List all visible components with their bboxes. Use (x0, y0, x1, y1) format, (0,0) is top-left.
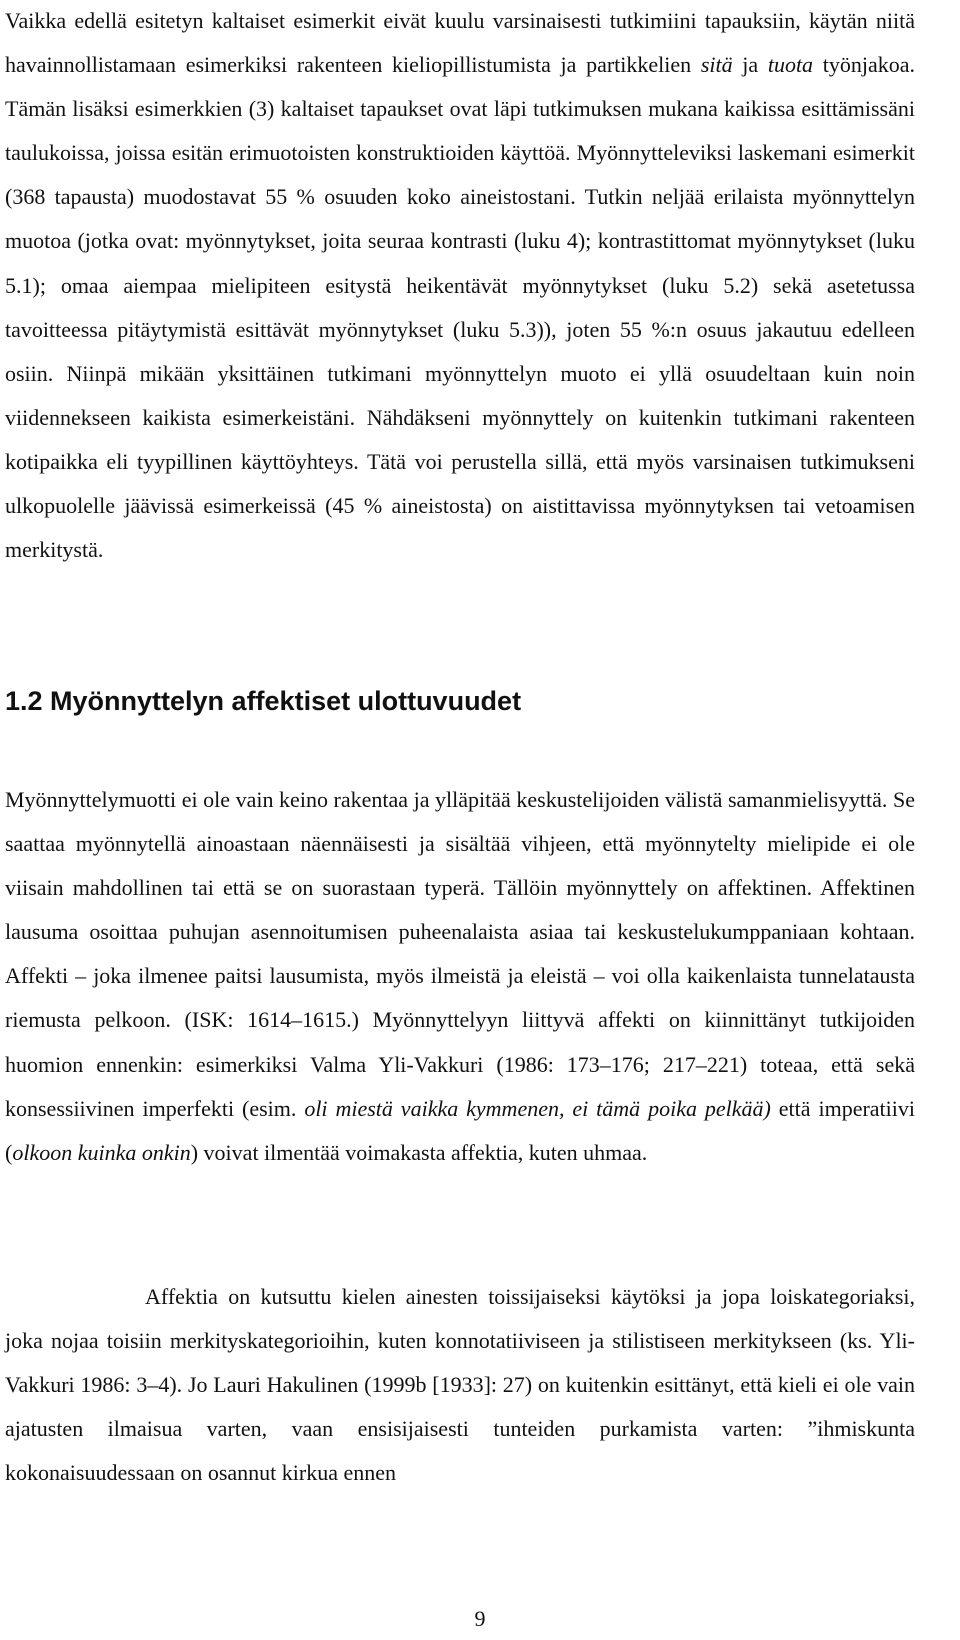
paragraph-2-italic-example-1: oli miestä vaikka kymmenen, ei tämä poika pelkää) (304, 1095, 771, 1121)
section-heading: 1.2 Myönnyttelyn affektiset ulottuvuudet (5, 686, 522, 716)
page-number: 9 (474, 1606, 486, 1631)
paragraph-1-italic-tuota: tuota (767, 52, 814, 78)
paragraph-1-text-c: työnjakoa. Tämän lisäksi esimerkkien (3) kaltaiset tapaukset ovat läpi tutkimuksen mukana kaikissa esittämissäni taulukoissa, joissa esitän erimuotoisten konstruktioiden käyttöä. Myönnytteleviksi laskemani esimerkit (368 tapausta) muodostavat 55 % osuuden koko aineistostani. Tutkin neljää erilaista myönnyttelyn muotoa (jotka ovat: myönnytykset, joita seuraa kontrasti (luku 4); kontrastittomat myönnytykset (luku 5.1); omaa aiempaa mielipiteen esitystä heikentävät myönnytykset (luku 5.2) sekä asetetussa tavoitteessa pitäytymistä esittävät myönnytykset (luku 5.3)), joten 55 %:n osuus jakautuu edelleen osiin. Niinpä mikään yksittäinen tutkimani myönnyttelyn muoto ei yllä osuudeltaan kuin noin viidennekseen kaikista esimerkeistäni. Nähdäkseni myönnyttely on kuitenkin tutkimani rakenteen kotipaikka eli tyypillinen käyttöyhteys. Tätä voi perustella sillä, että myös varsinaisen tutkimukseni ulkopuolelle jäävissä esimerkeissä (45 % aineistosta) on aistittavissa myönnytyksen tai vetoamisen merkitystä. (5, 52, 915, 563)
paragraph-1 (5, 0, 915, 572)
paragraph-1-italic-sita: sitä (700, 52, 733, 78)
paragraph-2-text-c: ) voivat ilmentää voimakasta affektia, kuten uhmaa. (190, 1139, 648, 1165)
paragraph-2 (5, 778, 915, 1175)
paragraph-1-text-a: Vaikka edellä esitetyn kaltaiset esimerkit eivät kuulu varsinaisesti tutkimiini tapauksiin, käytän niitä havainnollistamaan esimerkiksi rakenteen kieliopillistumista ja partikkelien (5, 8, 915, 78)
paragraph-1-text-b: ja (732, 52, 768, 78)
paragraph-2-italic-example-2: olkoon kuinka onkin (12, 1139, 191, 1165)
paragraph-2-text-b: että imperatiivi ( (5, 1095, 915, 1165)
paragraph-2-text-a: Myönnyttelymuotti ei ole vain keino rakentaa ja ylläpitää keskustelijoiden välistä samanmielisyyttä. Se saattaa myönnytellä ainoastaan näennäisesti ja sisältää vihjeen, että myönnytelty mielipide ei ole viisain mahdollinen tai että se on suorastaan typerä. Tällöin myönnyttely on affektinen. Affektinen lausuma osoittaa puhujan asennoitumisen puheenalaista asiaa tai keskustelukumppaniaan kohtaan. Affekti – joka ilmenee paitsi lausumista, myös ilmeistä ja eleistä – voi olla kaikenlaista tunnelatausta riemusta pelkoon. (ISK: 1614–1615.) Myönnyttelyyn liittyvä affekti on kiinnittänyt tutkijoiden huomion ennenkin: esimerkiksi Valma Yli-Vakkuri (1986: 173–176; 217–221) toteaa, että sekä konsessiivinen imperfekti (esim. (5, 787, 915, 1121)
paragraph-3: Affektia on kutsuttu kielen ainesten toissijaiseksi käytöksi ja jopa loiskategoriaksi, joka nojaa toisiin merkityskategorioihin, kuten konnotatiiviseen ja stilistiseen merkitykseen (ks. Yli-Vakkuri 1986: 3–4). Jo Lauri Hakulinen (1999b [1933]: 27) on kuitenkin esittänyt, että kieli ei ole vain ajatusten ilmaisua varten, vaan ensisijaisesti tunteiden purkamista varten: ”ihmiskunta kokonaisuudessaan on osannut kirkua ennen (5, 1284, 915, 1486)
